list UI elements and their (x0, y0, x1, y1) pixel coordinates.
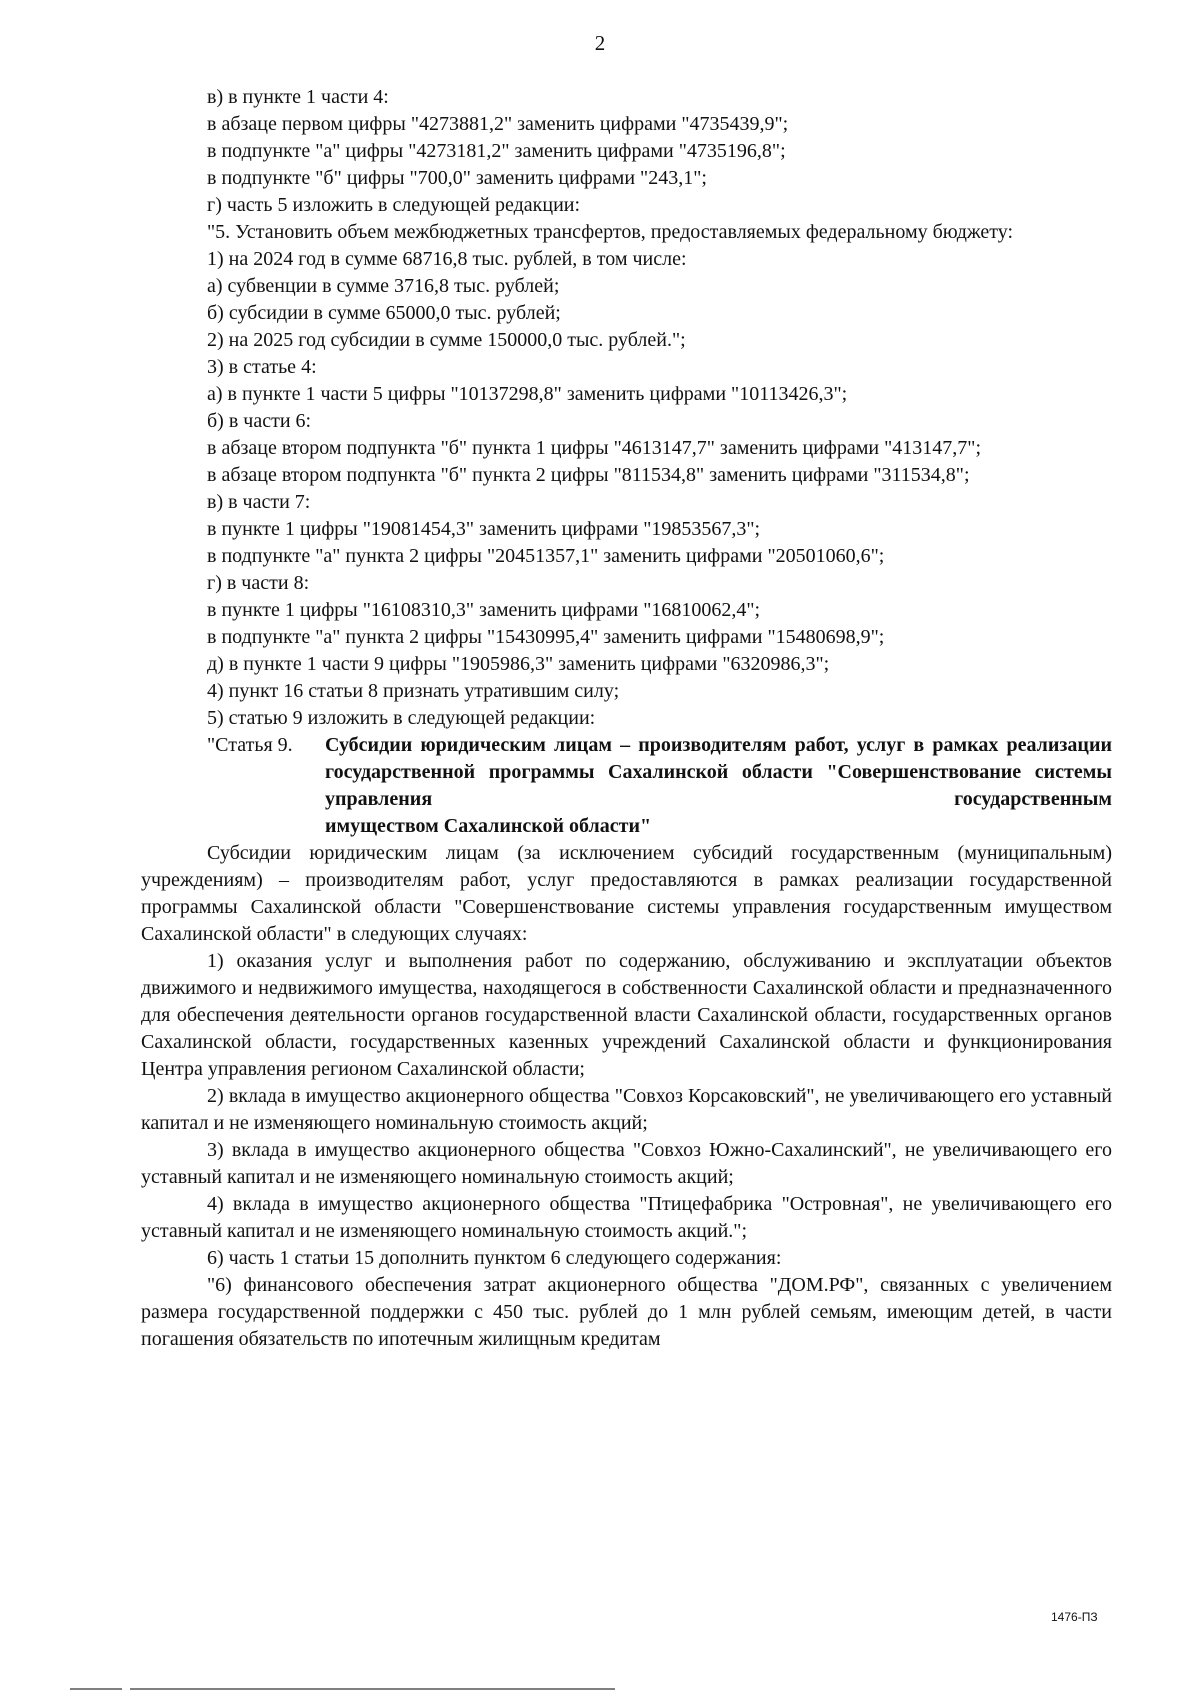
paragraph: д) в пункте 1 части 9 цифры "1905986,3" заменить цифрами "6320986,3"; (207, 653, 830, 675)
paragraph: в) в пункте 1 части 4: (207, 86, 389, 108)
page-number: 2 (594, 31, 606, 55)
paragraph: 5) статью 9 изложить в следующей редакции: (207, 707, 596, 729)
article-title-line: "Совершенствование системы управления государственным (325, 761, 1112, 810)
paragraph: 1) оказания услуг и выполнения работ по содержанию, обслуживанию и эксплуатации объектов движимого и недвижимого имущества, находящегося в собственности Сахалинской области и предназначенного для обеспечения деятельности органов государственной власти Сахалинской области, государственных органов Сахалинской области, государственных казенных учреждений Сахалинской области и функционирования Центра управления регионом Сахалинской области; (141, 950, 1112, 1080)
paragraph: в подпункте "а" цифры "4273181,2" заменить цифрами "4735196,8"; (207, 140, 786, 162)
paragraph: в подпункте "а" пункта 2 цифры "15430995,4" заменить цифрами "15480698,9"; (207, 626, 885, 648)
paragraph: в абзаце втором подпункта "б" пункта 1 цифры "4613147,7" заменить цифрами "413147,7"; (207, 437, 981, 459)
article-heading (141, 732, 1112, 840)
paragraph: в абзаце первом цифры "4273881,2" заменить цифрами "4735439,9"; (207, 113, 789, 135)
paragraph: 3) в статье 4: (207, 356, 317, 378)
article-title-line: реализации государственной программы Сахалинской области (325, 734, 1112, 783)
scan-artifact-line (70, 1688, 615, 1690)
paragraph: Субсидии юридическим лицам (за исключением субсидий государственным (муниципальным) учреждениям) – производителям работ, услуг предоставляются в рамках реализации государственной программы Сахалинской области "Совершенствование системы управления государственным имуществом Сахалинской области" в следующих случаях: (141, 842, 1112, 945)
paragraph: 4) вклада в имущество акционерного общества "Птицефабрика "Островная", не увеличивающего его уставный капитал и не изменяющего номинальную стоимость акций."; (141, 1193, 1112, 1242)
paragraph: 3) вклада в имущество акционерного общества "Совхоз Южно-Сахалинский", не увеличивающего его уставный капитал и не изменяющего номинальную стоимость акций; (141, 1139, 1112, 1188)
paragraph: в подпункте "б" цифры "700,0" заменить цифрами "243,1"; (207, 167, 707, 189)
paragraph: "5. Установить объем межбюджетных трансфертов, предоставляемых федеральному бюджету: (207, 221, 1014, 243)
paragraph: г) в части 8: (207, 572, 310, 594)
article-label: "Статья 9. (207, 734, 293, 756)
paragraph: в пункте 1 цифры "16108310,3" заменить цифрами "16810062,4"; (207, 599, 761, 621)
paragraph: 4) пункт 16 статьи 8 признать утратившим силу; (207, 680, 620, 702)
article-title-line: Субсидии юридическим лицам – производителям работ, услуг в рамках (325, 734, 999, 756)
paragraph: в пункте 1 цифры "19081454,3" заменить цифрами "19853567,3"; (207, 518, 761, 540)
paragraph: в) в части 7: (207, 491, 311, 513)
paragraph: г) часть 5 изложить в следующей редакции: (207, 194, 581, 216)
article-title-line: имуществом Сахалинской области" (325, 815, 652, 837)
paragraph: в подпункте "а" пункта 2 цифры "20451357,1" заменить цифрами "20501060,6"; (207, 545, 885, 567)
document-code: 1476-ПЗ (1051, 1610, 1098, 1624)
paragraph: 2) вклада в имущество акционерного общества "Совхоз Корсаковский", не увеличивающего его уставный капитал и не изменяющего номинальную стоимость акций; (141, 1085, 1112, 1134)
paragraph: 1) на 2024 год в сумме 68716,8 тыс. рублей, в том числе: (207, 248, 687, 270)
paragraph: 2) на 2025 год субсидии в сумме 150000,0 тыс. рублей."; (207, 329, 686, 351)
paragraph: б) субсидии в сумме 65000,0 тыс. рублей; (207, 302, 561, 324)
document-body (141, 84, 1112, 1353)
paragraph: б) в части 6: (207, 410, 312, 432)
paragraph: а) в пункте 1 части 5 цифры "10137298,8" заменить цифрами "10113426,3"; (207, 383, 848, 405)
paragraph: а) субвенции в сумме 3716,8 тыс. рублей; (207, 275, 560, 297)
paragraph: 6) часть 1 статьи 15 дополнить пунктом 6 следующего содержания: (207, 1247, 782, 1269)
paragraph: в абзаце втором подпункта "б" пункта 2 цифры "811534,8" заменить цифрами "311534,8"; (207, 464, 970, 486)
paragraph: "6) финансового обеспечения затрат акционерного общества "ДОМ.РФ", связанных с увеличением размера государственной поддержки с 450 тыс. рублей до 1 млн рублей семьям, имеющим детей, в части погашения обязательств по ипотечным жилищным кредитам (141, 1274, 1112, 1350)
